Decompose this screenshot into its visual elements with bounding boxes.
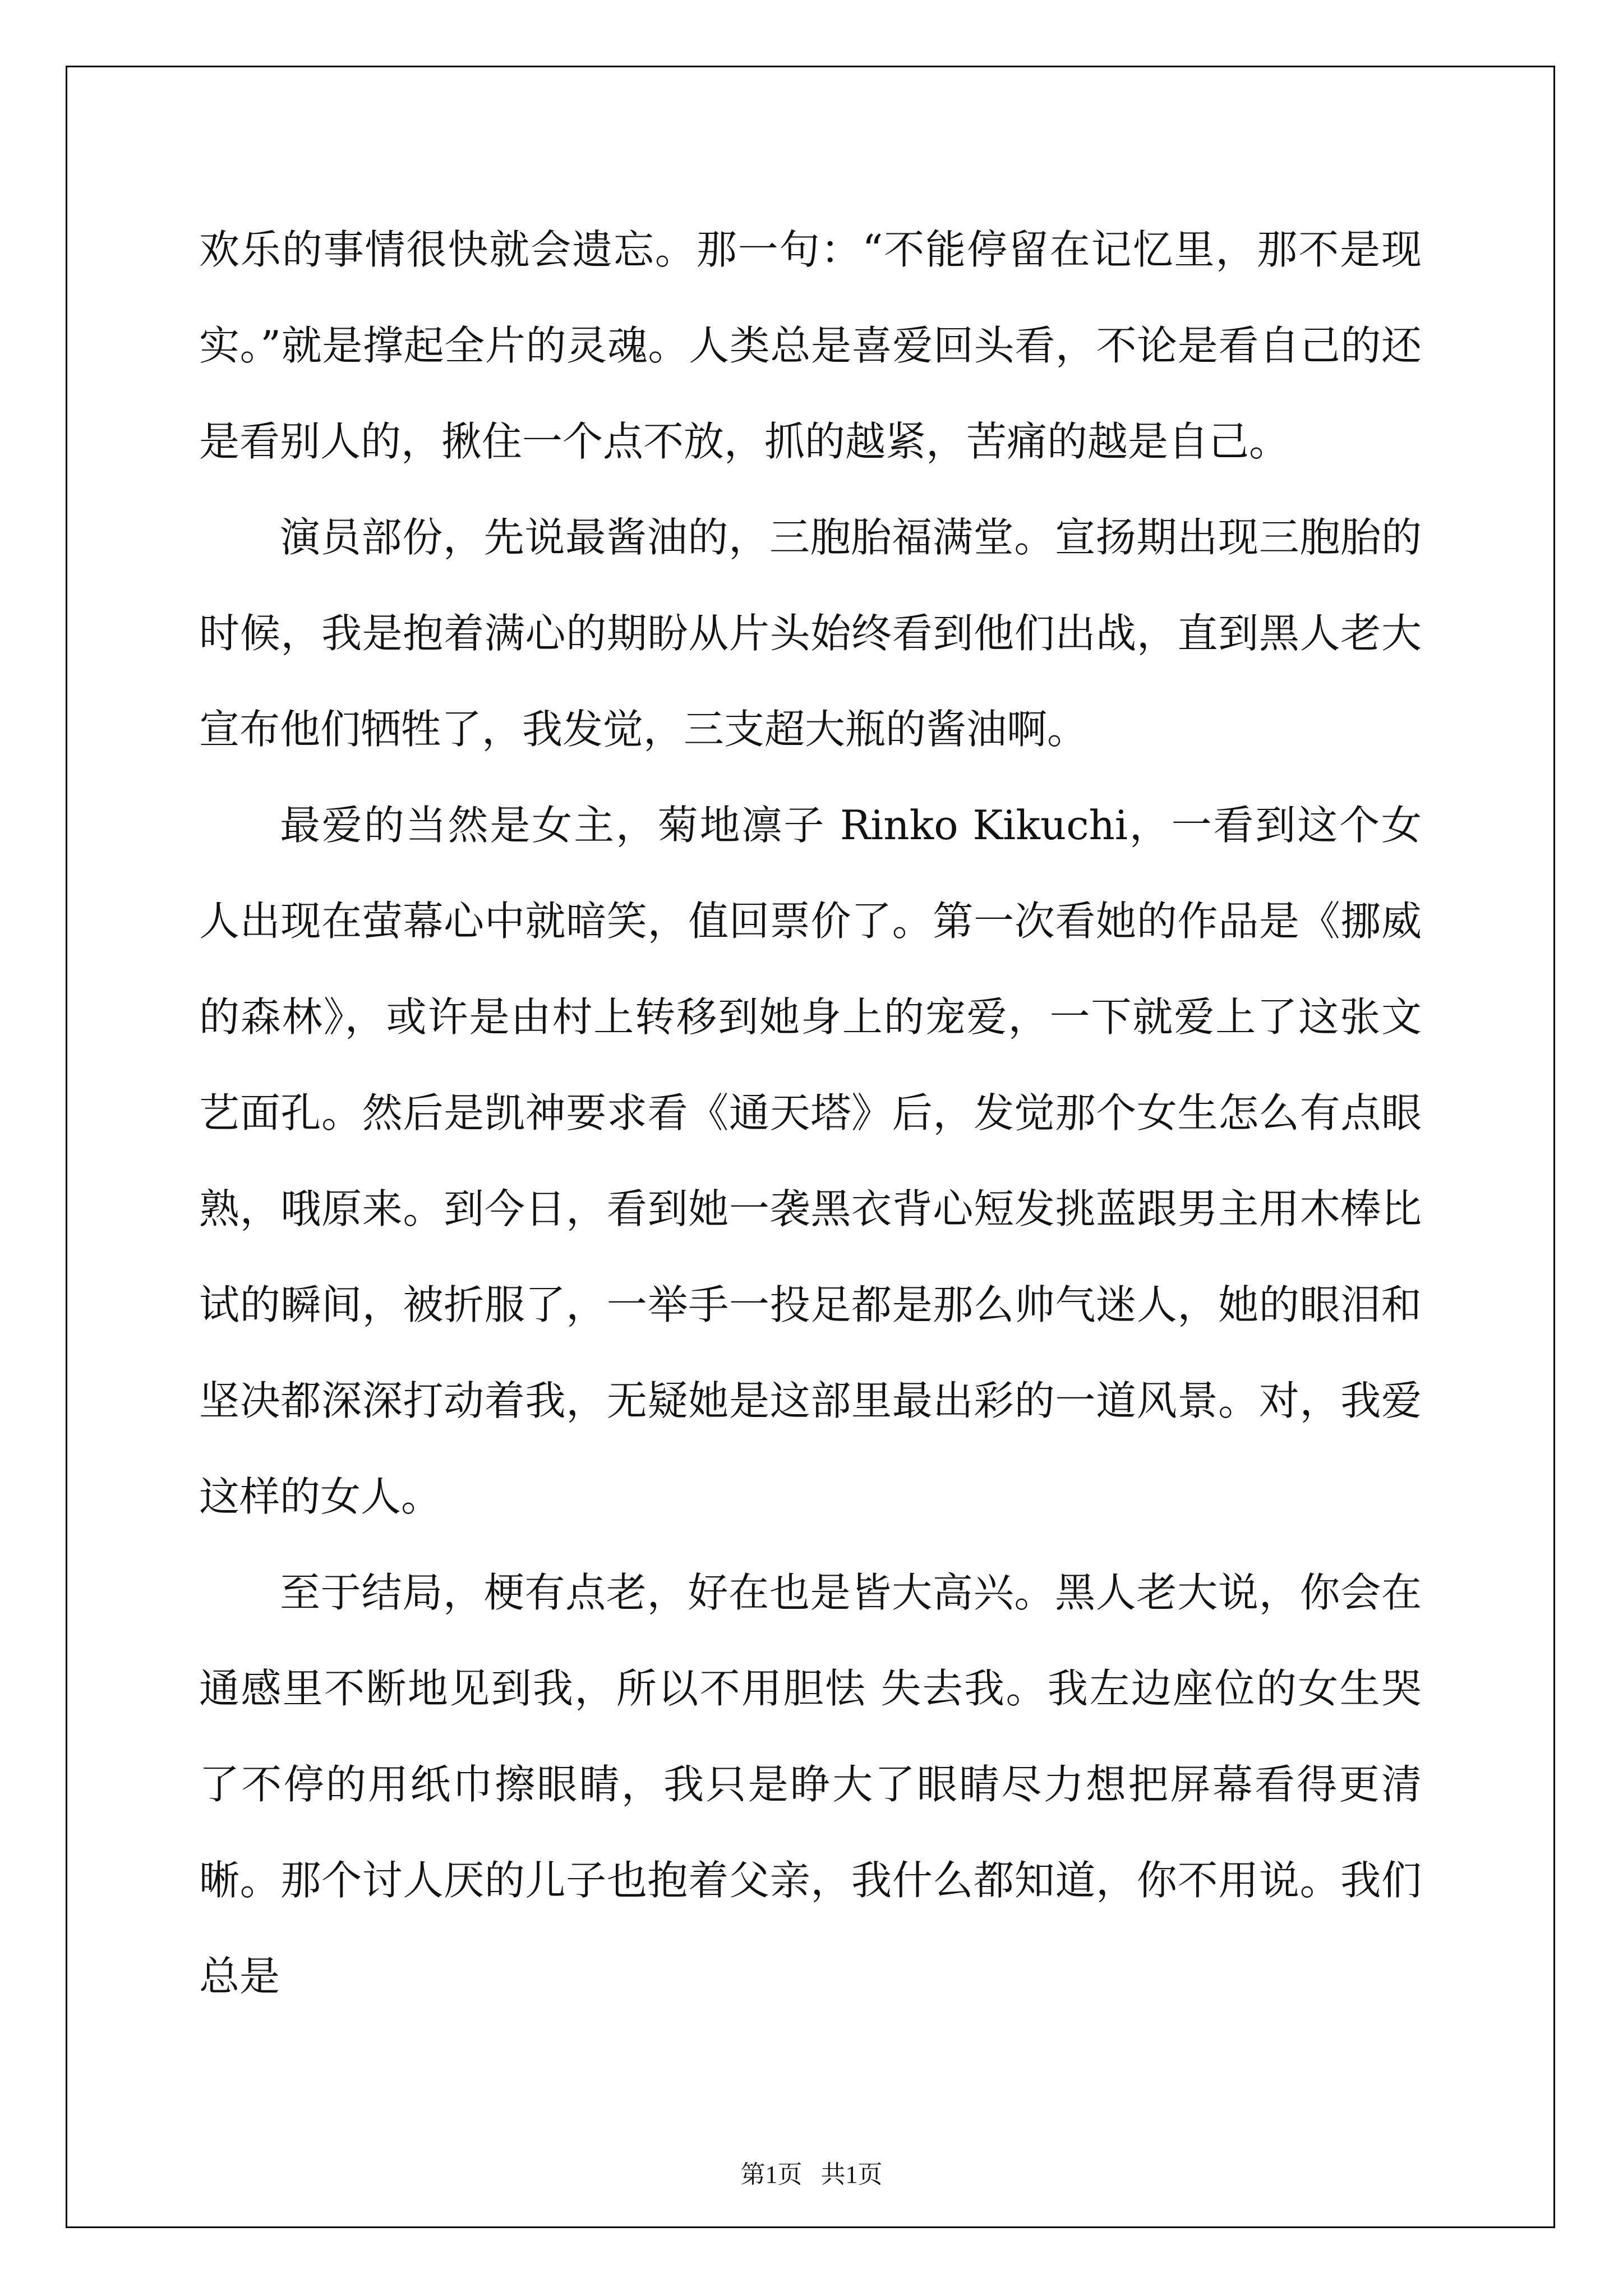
- paragraph-1: 欢乐的事情很快就会遗忘。那一句：“不能停留在记忆里，那不是现实。”就是撑起全片的灵魂。人类总是喜爱回头看，不论是看自己的还是看别人的，揪住一个点不放，抓的越紧，苦痛的越是自己。: [199, 226, 1422, 465]
- document-body: [199, 202, 1422, 2024]
- paragraph-3: 最爱的当然是女主，菊地凛子 Rinko Kikuchi，一看到这个女人出现在萤幕心中就暗笑，值回票价了。第一次看她的作品是《挪威的森林》，或许是由村上转移到她身上的宠爱，一下就爱上了这张文艺面孔。然后是凯神要求看《通天塔》后，发觉那个女生怎么有点眼熟，哦原来。到今日，看到她一袭黑衣背心短发挑蓝跟男主用木棒比试的瞬间，被折服了，一举手一投足都是那么帅气迷人，她的眼泪和坚决都深深打动着我，无疑她是这部里最出彩的一道风景。对，我爱这样的女人。: [199, 802, 1422, 1520]
- paragraph-2: 演员部份，先说最酱油的，三胞胎福满堂。宣扬期出现三胞胎的时候，我是抱着满心的期盼从片头始终看到他们出战，直到黑人老大宣布他们牺牲了，我发觉，三支超大瓶的酱油啊。: [199, 514, 1422, 753]
- paragraph-4: 至于结局，梗有点老，好在也是皆大高兴。黑人老大说，你会在通感里不断地见到我，所以不用胆怯 失去我。我左边座位的女生哭了不停的用纸巾擦眼睛，我只是睁大了眼睛尽力想把屏幕看得更清晰。那个讨人厌的儿子也抱着父亲，我什么都知道，你不用说。我们总是: [199, 1569, 1422, 2000]
- page-number-footer: 第1页 共1页: [740, 2161, 883, 2188]
